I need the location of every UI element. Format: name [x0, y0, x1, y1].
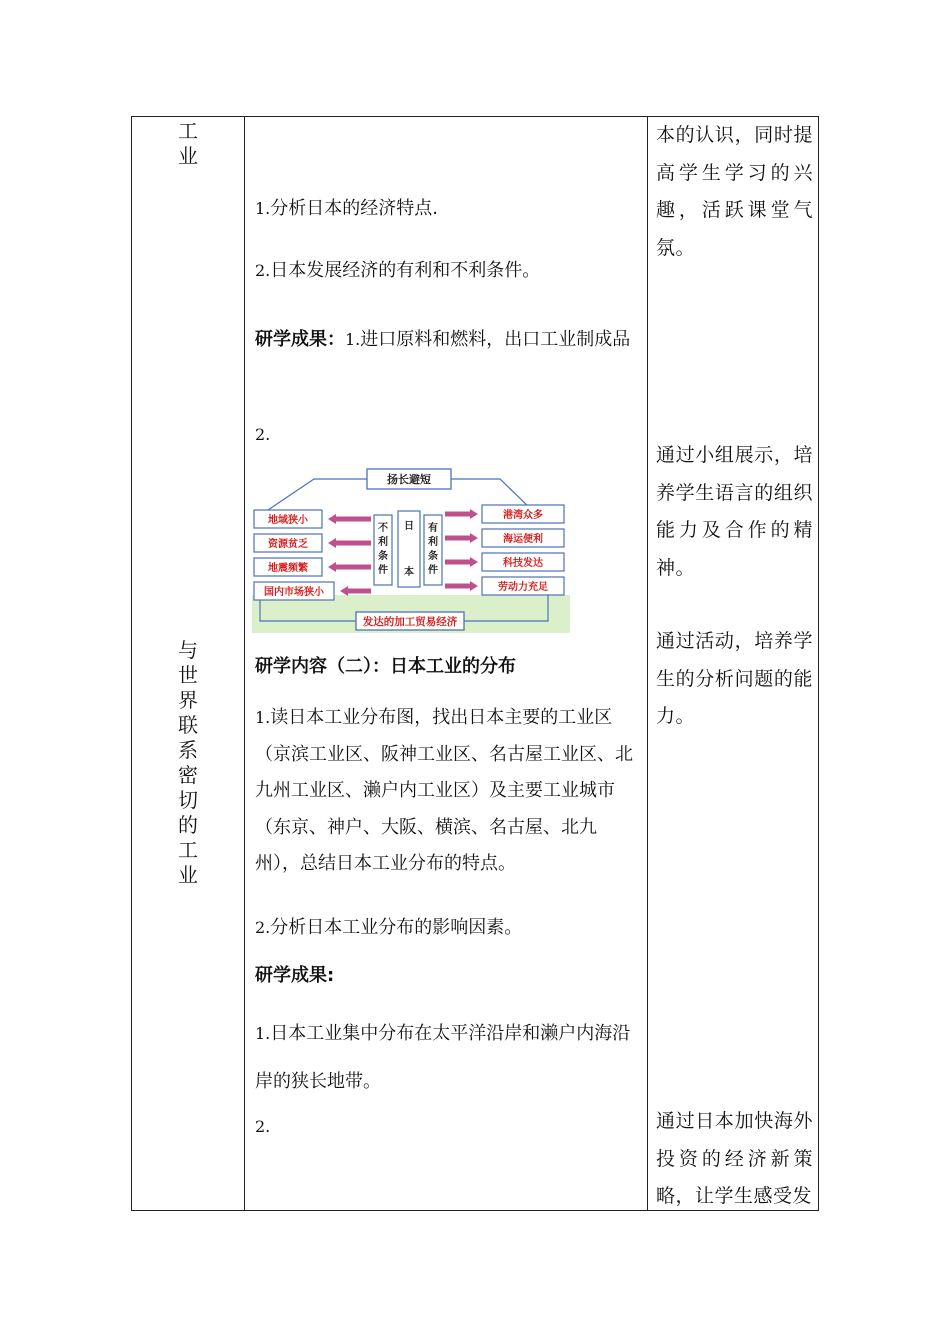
purpose-note-2: 通过小组展示，培养学生语言的组织能力及合作的精神。 — [656, 444, 813, 579]
svg-text:日本: 日本 — [404, 521, 414, 578]
arrow-left-icon — [328, 514, 371, 524]
unfavorable-item: 资源贫乏 — [268, 539, 308, 550]
activity-column — [245, 117, 647, 1210]
purpose-note-3: 通过活动，培养学生的分析问题的能力。 — [656, 630, 813, 727]
favorable-item: 劳动力充足 — [498, 582, 548, 593]
unfavorable-item: 地域狭小 — [268, 515, 308, 526]
unfavorable-item: 国内市场狭小 — [264, 587, 324, 598]
conditions-diagram — [252, 467, 570, 633]
question-item-2: 2.日本发展经济的有利和不利条件。 — [255, 260, 541, 281]
favorable-item: 海运便利 — [503, 534, 543, 545]
section-2-title: 研学内容（二）：日本工业的分布 — [255, 656, 516, 677]
favorable-item: 港湾众多 — [503, 510, 543, 521]
purpose-note-1: 本的认识，同时提高学生学习的兴趣，活跃课堂气氛。 — [656, 124, 813, 259]
arrow-left-icon — [328, 538, 371, 548]
svg-text:不利条件: 不利条件 — [378, 523, 388, 576]
svg-text:有利条件: 有利条件 — [428, 523, 438, 576]
topic-label-top: 工 业 — [178, 119, 198, 168]
task-item-2: 2.分析日本工业分布的影响因素。 — [255, 917, 523, 938]
topic-column — [132, 117, 244, 1210]
arrow-right-icon — [445, 581, 478, 591]
purpose-note-4: 通过日本加快海外投资的经济新策略，让学生感受发 — [656, 1110, 813, 1207]
arrow-right-icon — [445, 533, 478, 543]
result-label: 研学成果: — [255, 965, 335, 986]
result-item-1: 研学成果：1.进口原料和燃料，出口工业制成品 — [255, 329, 631, 350]
arrow-right-icon — [445, 557, 478, 567]
diagram-bottom-text: 发达的加工贸易经济 — [362, 616, 458, 628]
topic-label-main: 与 世 界 联 系 密 切 的 工 业 — [178, 638, 198, 887]
result-item-2-number: 2. — [255, 425, 271, 444]
favorable-item: 科技发达 — [503, 558, 543, 569]
arrow-left-icon — [340, 586, 371, 596]
arrow-left-icon — [328, 562, 371, 572]
arrow-right-icon — [445, 509, 478, 519]
answer-item-1: 1.日本工业集中分布在太平洋沿岸和濑户内海沿岸的狭长地带。 — [255, 1023, 631, 1092]
unfavorable-item: 地震频繁 — [268, 563, 308, 574]
lesson-table — [131, 116, 819, 1211]
question-item-1: 1.分析日本的经济特点. — [255, 198, 438, 219]
purpose-column — [648, 117, 819, 1210]
task-item-1: 1.读日本工业分布图，找出日本主要的工业区（京滨工业区、阪神工业区、名古屋工业区、北九州工业区、濑户内工业区）及主要工业城市（东京、神户、大阪、横滨、名古屋、北九州），总结日本工业分布的特点。 — [255, 707, 633, 874]
diagram-top-text: 扬长避短 — [387, 473, 431, 486]
answer-item-2-number: 2. — [255, 1117, 271, 1136]
